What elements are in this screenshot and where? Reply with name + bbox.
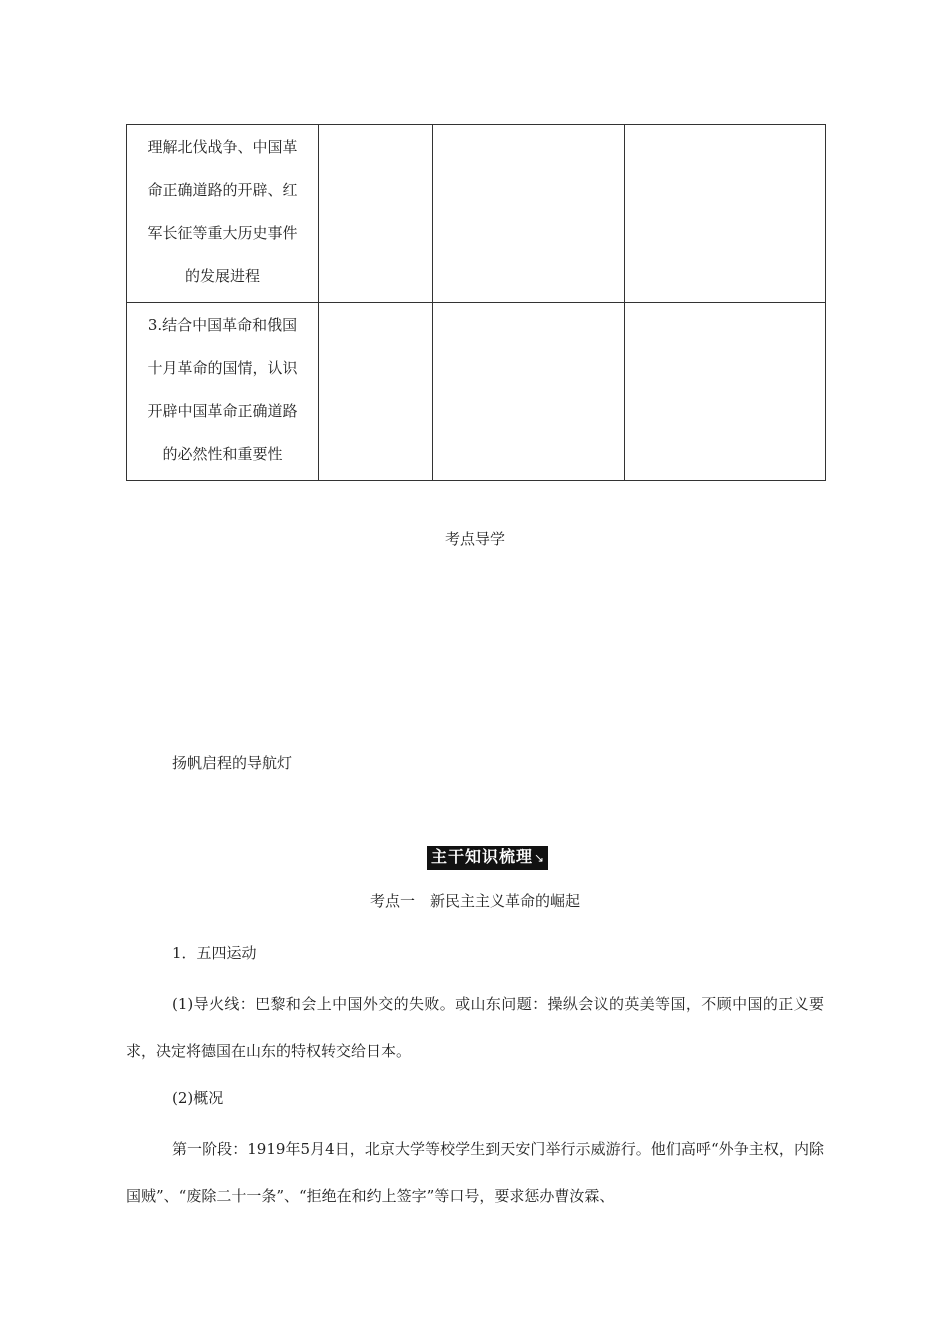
cell-line: 开辟中国革命正确道路 xyxy=(147,402,298,420)
navigation-lamp-heading: 扬帆启程的导航灯 xyxy=(172,754,293,772)
item-subheading: (2)概况 xyxy=(172,1089,224,1107)
key-knowledge-banner xyxy=(427,846,548,870)
table-row xyxy=(127,125,826,303)
cell-line: 军长征等重大历史事件 xyxy=(147,224,298,242)
table-cell-empty xyxy=(319,125,433,303)
arrow-icon: ↘ xyxy=(534,851,546,865)
cell-line: 的必然性和重要性 xyxy=(162,445,283,463)
cell-line: 十月革命的国情，认识 xyxy=(147,359,298,377)
cell-line: 的发展进程 xyxy=(184,267,260,285)
cell-line: 3.结合中国革命和俄国 xyxy=(147,316,298,334)
topic-heading: 考点一 新民主主义革命的崛起 xyxy=(369,892,580,910)
table-cell-empty xyxy=(433,303,625,481)
table-cell-empty xyxy=(625,303,826,481)
table-cell-empty xyxy=(625,125,826,303)
curriculum-table xyxy=(126,124,826,481)
cell-line: 命正确道路的开辟、红 xyxy=(147,181,298,199)
table-cell-requirement xyxy=(127,125,319,303)
paragraph-trigger: (1)导火线：巴黎和会上中国外交的失败。或山东问题：操纵会议的英美等国，不顾中国的正义要求，决定将德国在山东的特权转交给日本。 xyxy=(126,995,824,1060)
paragraph-stage-one: 第一阶段：1919年5月4日，北京大学等校学生到天安门举行示威游行。他们高呼“外争主权，内除国贼”、“废除二十一条”、“拒绝在和约上签字”等口号，要求惩办曹汝霖、 xyxy=(126,1140,824,1205)
table-row xyxy=(127,303,826,481)
item-heading: 1．五四运动 xyxy=(172,944,257,962)
table-cell-empty xyxy=(319,303,433,481)
section-title: 考点导学 xyxy=(444,530,505,548)
table-cell-requirement xyxy=(127,303,319,481)
cell-line: 理解北伐战争、中国革 xyxy=(147,138,298,156)
table-cell-empty xyxy=(433,125,625,303)
banner-label: 主干知识梳理 xyxy=(431,847,534,866)
